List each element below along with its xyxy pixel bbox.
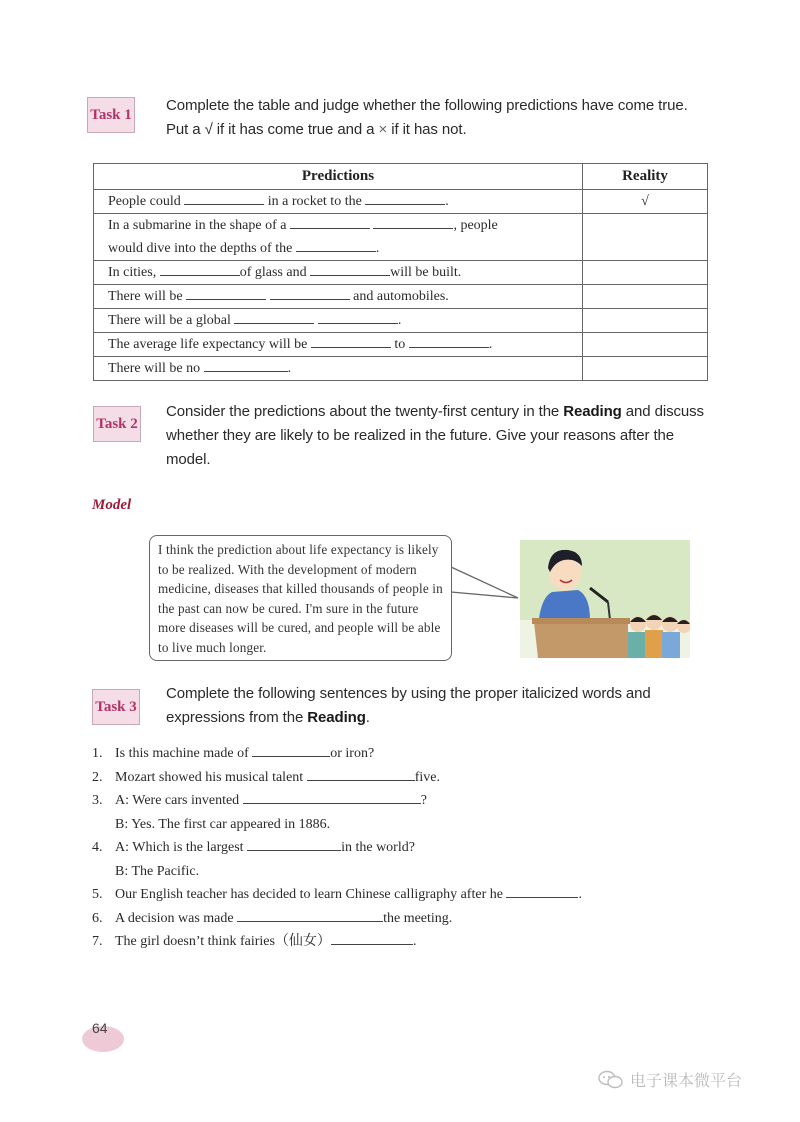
task1-badge-label: Task 1 — [90, 106, 132, 123]
task1-instruction-line2: Put a √ if it has come true and a × if it has not. — [166, 121, 467, 138]
task3-badge-label: Task 3 — [95, 698, 137, 715]
list-item-reply: B: The Pacific. — [115, 863, 200, 879]
answer-blank[interactable] — [160, 261, 240, 276]
answer-blank[interactable] — [331, 930, 413, 945]
watermark-text: 电子课本微平台 — [630, 1071, 743, 1090]
reality-cell[interactable] — [583, 214, 708, 261]
prediction-cell: The average life expectancy will be to . — [94, 333, 583, 357]
task2-instructions: Consider the predictions about the twenty-first century in the Reading and discuss whether they are likely to be realized in the future. Give your reasons after the model. — [166, 403, 704, 468]
task2-badge — [93, 406, 141, 442]
list-item-reply: B: Yes. The first car appeared in 1886. — [115, 816, 331, 832]
predictions-header: Predictions — [94, 164, 583, 190]
speaker-podium-illustration — [520, 540, 690, 658]
task1-instruction-line1: Complete the table and judge whether the following predictions have come true. — [166, 97, 688, 114]
reality-cell[interactable] — [583, 285, 708, 309]
answer-blank[interactable] — [184, 190, 264, 205]
answer-blank[interactable] — [365, 190, 445, 205]
reality-header: Reality — [583, 164, 708, 190]
reality-cell[interactable] — [583, 357, 708, 381]
answer-blank[interactable] — [409, 333, 489, 348]
reality-cell[interactable] — [583, 261, 708, 285]
prediction-cell: In cities, of glass and will be built. — [94, 261, 583, 285]
table-row — [94, 333, 708, 357]
prediction-cell: In a submarine in the shape of a , people would dive into the depths of the . — [94, 214, 583, 261]
table-row — [94, 214, 708, 261]
answer-blank[interactable] — [252, 742, 330, 757]
answer-blank[interactable] — [311, 333, 391, 348]
list-item: 7. The girl doesn’t think fairies（仙女） . — [92, 930, 582, 954]
check-icon: √ — [204, 121, 213, 138]
answer-blank[interactable] — [290, 214, 370, 229]
task3-instructions: Complete the following sentences by using the proper italicized words and expressions from the Reading. — [166, 685, 651, 726]
prediction-cell: There will be and automobiles. — [94, 285, 583, 309]
chat-bubbles-icon — [598, 1070, 624, 1090]
list-item: 5. Our English teacher has decided to learn Chinese calligraphy after he . — [92, 883, 582, 907]
task1-badge — [87, 97, 135, 133]
task3-badge — [92, 689, 140, 725]
answer-blank[interactable] — [318, 309, 398, 324]
page-number: 64 — [82, 1026, 124, 1052]
reality-cell[interactable]: √ — [583, 190, 708, 214]
table-header-row — [94, 164, 708, 190]
answer-blank[interactable] — [307, 766, 415, 781]
model-speech-bubble: I think the prediction about life expectancy is likely to be realized. With the development of modern medicine, diseases that killed thousands of people in the past can now be cured. I'm sure in the future more diseases will be cured, and people will be able to live much longer. — [149, 535, 452, 661]
prediction-cell: There will be no . — [94, 357, 583, 381]
table-row — [94, 285, 708, 309]
answer-blank[interactable] — [186, 285, 266, 300]
answer-blank[interactable] — [204, 357, 288, 372]
reality-cell[interactable] — [583, 309, 708, 333]
list-item: 2. Mozart showed his musical talent five. — [92, 766, 582, 790]
answer-blank[interactable] — [506, 883, 578, 898]
answer-blank[interactable] — [310, 261, 390, 276]
speech-bubble-tail — [450, 565, 522, 605]
sentence-completion-list — [92, 742, 582, 954]
answer-blank[interactable] — [296, 237, 376, 252]
cross-icon: × — [378, 121, 388, 138]
table-row — [94, 261, 708, 285]
table-row — [94, 190, 708, 214]
list-item: 6. A decision was made the meeting. — [92, 907, 582, 931]
answer-blank[interactable] — [373, 214, 453, 229]
answer-blank[interactable] — [237, 907, 383, 922]
task1-instructions — [166, 94, 688, 142]
list-item: 3. A: Were cars invented ? — [92, 789, 582, 813]
task2-badge-label: Task 2 — [96, 415, 138, 432]
table-row — [94, 357, 708, 381]
answer-blank[interactable] — [243, 789, 421, 804]
predictions-table — [93, 163, 708, 381]
answer-blank[interactable] — [247, 836, 341, 851]
reality-cell[interactable] — [583, 333, 708, 357]
prediction-cell: There will be a global . — [94, 309, 583, 333]
list-item: 1. Is this machine made of or iron? — [92, 742, 582, 766]
list-item: 4. A: Which is the largest in the world? — [92, 836, 582, 860]
model-label: Model — [92, 497, 132, 513]
answer-blank[interactable] — [270, 285, 350, 300]
table-row — [94, 309, 708, 333]
watermark — [598, 1068, 742, 1091]
prediction-cell: People could in a rocket to the . — [94, 190, 583, 214]
answer-blank[interactable] — [234, 309, 314, 324]
